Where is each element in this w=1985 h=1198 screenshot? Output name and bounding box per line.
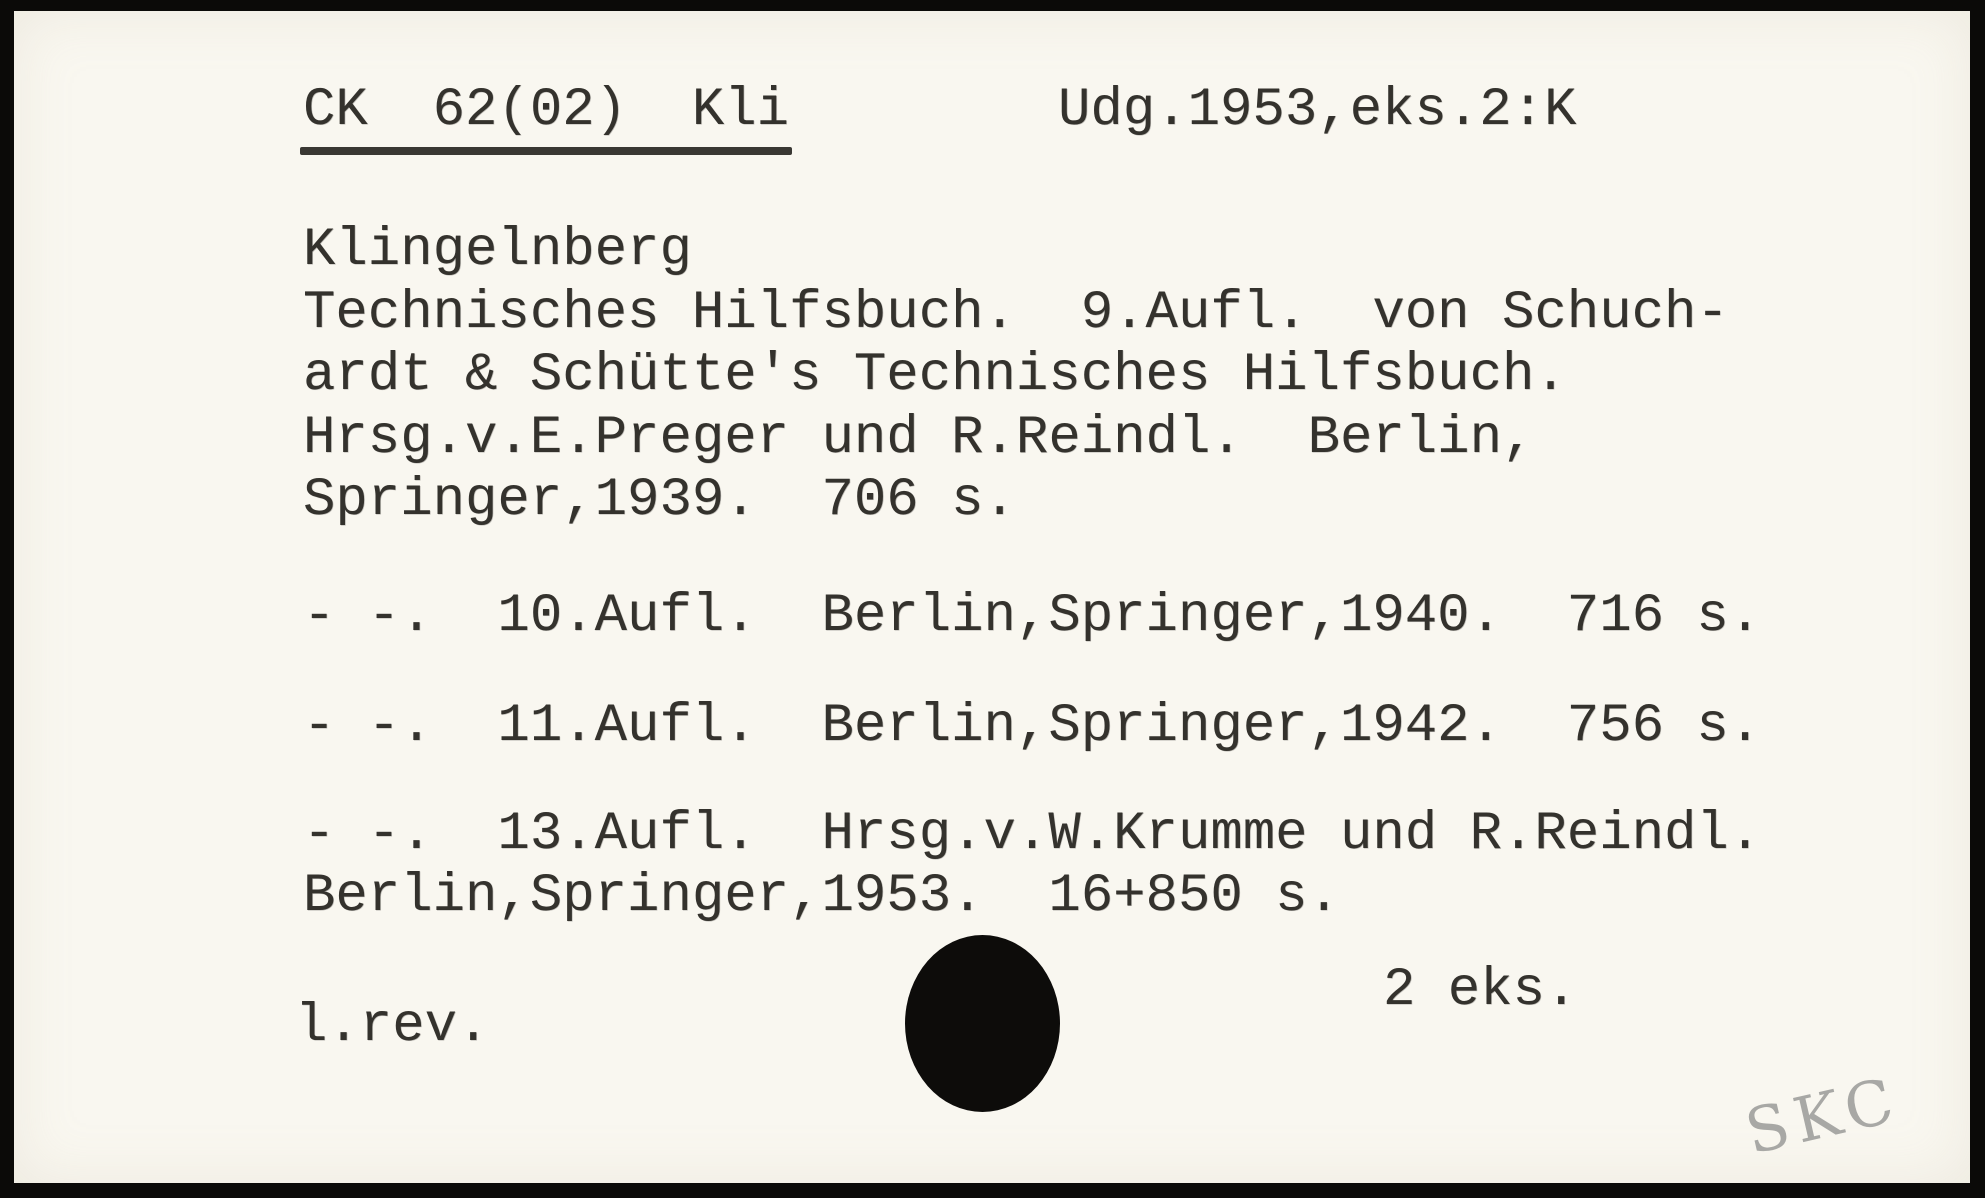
skc-stamp-watermark: SKC: [1738, 1062, 1907, 1169]
edition-entry-13-line-1: - -. 13.Aufl. Hrsg.v.W.Krumme und R.Reindl.: [303, 804, 1762, 865]
punch-hole: [905, 935, 1060, 1112]
call-number-underline: [300, 147, 792, 155]
call-number: CK 62(02) Kli: [303, 80, 790, 141]
main-entry-line-1: Technisches Hilfsbuch. 9.Aufl. von Schuch-: [303, 283, 1729, 344]
author-heading: Klingelnberg: [303, 220, 692, 281]
main-entry-line-4: Springer,1939. 706 s.: [303, 470, 1016, 531]
edition-entry-13-line-2: Berlin,Springer,1953. 16+850 s.: [303, 866, 1340, 927]
main-entry-line-2: ardt & Schütte's Technisches Hilfsbuch.: [303, 345, 1567, 406]
edition-entry-11: - -. 11.Aufl. Berlin,Springer,1942. 756 s.: [303, 696, 1762, 757]
catalog-card: [14, 11, 1970, 1183]
main-entry-line-3: Hrsg.v.E.Preger und R.Reindl. Berlin,: [303, 408, 1535, 469]
holdings-note: Udg.1953,eks.2:K: [1058, 80, 1577, 141]
edition-entry-10: - -. 10.Aufl. Berlin,Springer,1940. 716 s.: [303, 586, 1762, 647]
revision-note: l.rev.: [295, 996, 490, 1057]
copies-note: 2 eks.: [1383, 960, 1578, 1021]
